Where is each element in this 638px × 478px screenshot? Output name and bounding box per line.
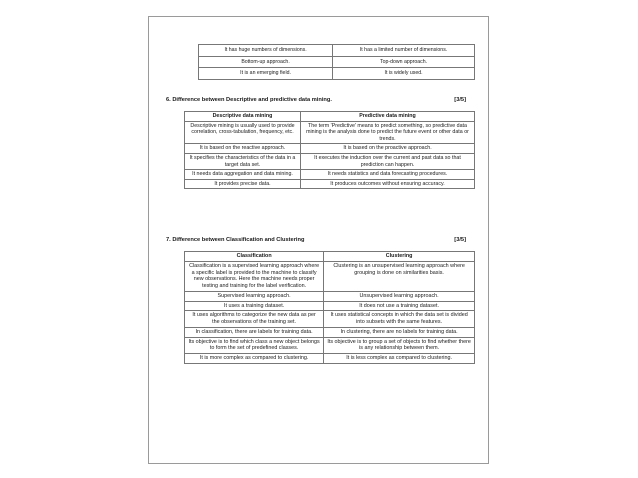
table-cell: In classification, there are labels for training data. bbox=[185, 327, 324, 337]
table-row bbox=[185, 337, 475, 354]
document-page bbox=[148, 16, 489, 464]
table-header-row bbox=[185, 112, 475, 122]
table-cell: It needs statistics and data forecasting procedures. bbox=[301, 170, 475, 180]
table-cell: In clustering, there are no labels for training data. bbox=[324, 327, 475, 337]
table-cell: Its objective is to find which class a new object belongs to form the set of predefined classes. bbox=[185, 337, 324, 354]
table-cell: It is widely used. bbox=[333, 68, 475, 80]
table-row bbox=[185, 311, 475, 328]
table-cell: Top-down approach. bbox=[333, 56, 475, 68]
table-row bbox=[185, 261, 475, 291]
table-cell: It has huge numbers of dimensions. bbox=[199, 45, 333, 57]
table-cell: It uses a training dataset. bbox=[185, 301, 324, 311]
table-row bbox=[185, 291, 475, 301]
table-row bbox=[185, 144, 475, 154]
table-row bbox=[199, 56, 475, 68]
table-cell: Classification is a supervised learning approach where a specific label is provided to the machine to classify new observations. Here the machine needs proper testing and training for the label verification. bbox=[185, 261, 324, 291]
table-cell: Unsupervised learning approach. bbox=[324, 291, 475, 301]
table-cell: It does not use a training dataset. bbox=[324, 301, 475, 311]
table-cell: It is based on the proactive approach. bbox=[301, 144, 475, 154]
table-cell: It is an emerging field. bbox=[199, 68, 333, 80]
section-6-score: [3/5] bbox=[454, 97, 466, 103]
column-header: Classification bbox=[185, 252, 324, 262]
table-row bbox=[185, 170, 475, 180]
table-cell: It is less complex as compared to clustering. bbox=[324, 354, 475, 364]
table-row bbox=[199, 45, 475, 57]
table-cell: It needs data aggregation and data mining. bbox=[185, 170, 301, 180]
table-cell: Its objective is to group a set of objects to find whether there is any relationship between them. bbox=[324, 337, 475, 354]
section-7-heading bbox=[166, 237, 466, 243]
classification-vs-clustering-table bbox=[184, 251, 475, 364]
column-header: Descriptive data mining bbox=[185, 112, 301, 122]
table-cell: It produces outcomes without ensuring accuracy. bbox=[301, 179, 475, 189]
table-cell: It has a limited number of dimensions. bbox=[333, 45, 475, 57]
table-cell: The term 'Predictive' means to predict something, so predictive data mining is the analysis done to predict the future event or other data or trends. bbox=[301, 121, 475, 144]
table-cell: It is based on the reactive approach. bbox=[185, 144, 301, 154]
table-cell: It specifies the characteristics of the data in a target data set. bbox=[185, 154, 301, 170]
table-cell: Descriptive mining is usually used to provide correlation, cross-tabulation, frequency, etc. bbox=[185, 121, 301, 144]
table-row bbox=[185, 301, 475, 311]
table-row bbox=[199, 68, 475, 80]
table-cell: It uses statistical concepts in which the data set is divided into subsets with the same features. bbox=[324, 311, 475, 328]
table-cell: It is more complex as compared to clustering. bbox=[185, 354, 324, 364]
column-header: Clustering bbox=[324, 252, 475, 262]
table-header-row bbox=[185, 252, 475, 262]
table-cell: It uses algorithms to categorize the new data as per the observations of the training set. bbox=[185, 311, 324, 328]
table-cell: It executes the induction over the current and past data so that prediction can happen. bbox=[301, 154, 475, 170]
table-cell: It provides precise data. bbox=[185, 179, 301, 189]
table-row bbox=[185, 354, 475, 364]
section-6-title: 6. Difference between Descriptive and predictive data mining. bbox=[166, 97, 332, 103]
table-row bbox=[185, 179, 475, 189]
section-6-heading bbox=[166, 97, 466, 103]
section-7-score: [3/5] bbox=[454, 237, 466, 243]
top-comparison-table bbox=[198, 44, 475, 80]
table-row bbox=[185, 154, 475, 170]
table-cell: Supervised learning approach. bbox=[185, 291, 324, 301]
table-row bbox=[185, 327, 475, 337]
table-row bbox=[185, 121, 475, 144]
table-cell: Bottom-up approach. bbox=[199, 56, 333, 68]
section-7-title: 7. Difference between Classification and Clustering bbox=[166, 237, 305, 243]
table-cell: Clustering is an unsupervised learning approach where grouping is done on similarities basis. bbox=[324, 261, 475, 291]
column-header: Predictive data mining bbox=[301, 112, 475, 122]
descriptive-vs-predictive-table bbox=[184, 111, 475, 189]
